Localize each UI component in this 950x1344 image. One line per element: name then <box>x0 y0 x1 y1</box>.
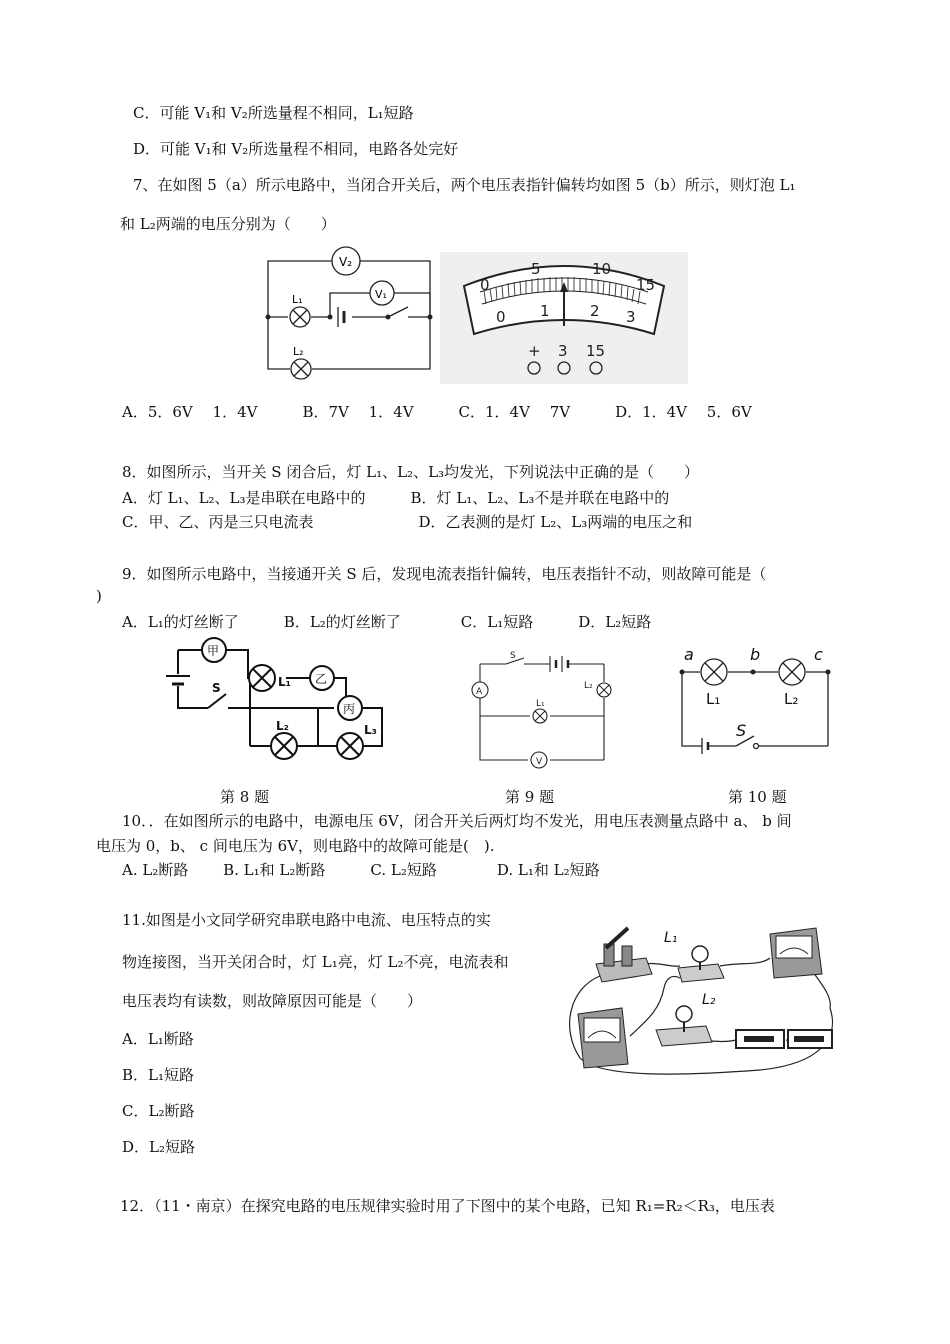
q12-stem: 12．（11・南京）在探究电路的电压规律实验时用了下图中的某个电路，已知 R₁=R₂＜R₃，电压表 <box>120 1197 775 1215</box>
switch-s-label: S <box>736 721 747 740</box>
l2-label: L₂ <box>702 992 716 1008</box>
v1-label: V₁ <box>375 288 387 301</box>
q8-circuit-diagram <box>150 636 390 786</box>
q8-figure-caption: 第 8 题 <box>220 788 270 806</box>
bottom-scale-0: 0 <box>496 308 506 326</box>
q10-stem-line1: 10．．在如图所示的电路中，电源电压 6V，闭合开关后两灯均不发光，用电压表测量点路中 a、 b 间 <box>122 812 792 830</box>
l2-label: L₂ <box>584 681 593 691</box>
q11-stem-line3: 电压表均有读数，则故障原因可能是（ ） <box>122 992 423 1010</box>
q11-stem-line2: 物连接图，当开关闭合时，灯 L₁亮，灯 L₂不亮，电流表和 <box>122 953 509 971</box>
q6-option-d: D．可能 V₁和 V₂所选量程不相同，电路各处完好 <box>133 140 459 158</box>
q8-stem: 8．如图所示，当开关 S 闭合后，灯 L₁、L₂、L₃均发光，下列说法中正确的是（ ） <box>122 463 700 481</box>
l2-label: L₂ <box>784 690 799 708</box>
q9-stem-line1: 9．如图所示电路中，当接通开关 S 后，发现电流表指针偏转，电压表指针不动，则故障可能是（ <box>122 565 767 583</box>
l2-label: L₂ <box>293 345 304 358</box>
q11-option-d: D．L₂短路 <box>122 1138 196 1156</box>
l2-label: L₂ <box>276 719 289 733</box>
voltmeter-label: V <box>536 757 543 767</box>
l1-label: L₁ <box>292 293 303 306</box>
q10-figure-caption: 第 10 题 <box>728 788 787 806</box>
q9-options: A．L₁的灯丝断了 B．L₂的灯丝断了 C．L₁短路 D．L₂短路 <box>122 613 652 631</box>
q8-options-cd: C．甲、乙、丙是三只电流表 D．乙表测的是灯 L₂、L₃两端的电压之和 <box>122 513 693 531</box>
q9-figure-caption: 第 9 题 <box>505 788 555 806</box>
ammeter-bing-label: 丙 <box>343 702 356 716</box>
terminal-3: 3 <box>558 342 568 360</box>
q11-option-a: A．L₁断路 <box>122 1030 194 1048</box>
bottom-scale-1: 1 <box>540 302 550 320</box>
l3-label: L₃ <box>364 723 377 737</box>
bottom-scale-3: 3 <box>626 308 636 326</box>
top-scale-10: 10 <box>592 260 612 278</box>
top-scale-5: 5 <box>531 260 541 278</box>
q6-option-c: C．可能 V₁和 V₂所选量程不相同，L₁短路 <box>133 104 414 122</box>
terminal-plus: + <box>528 342 541 360</box>
q7-stem-line1: 7、在如图 5（a）所示电路中，当闭合开关后，两个电压表指针偏转均如图 5（b）所示，则灯泡 L₁ <box>133 176 796 194</box>
q9-stem-line2: ) <box>96 587 102 605</box>
bottom-scale-2: 2 <box>590 302 600 320</box>
ammeter-label: A <box>476 687 483 697</box>
q8-options-ab: A．灯 L₁、L₂、L₃是串联在电路中的 B．灯 L₁、L₂、L₃不是并联在电路中的 <box>122 489 670 507</box>
terminal-15: 15 <box>586 342 606 360</box>
l1-label: L₁ <box>278 675 291 689</box>
switch-s-label: S <box>510 651 516 661</box>
top-scale-0: 0 <box>480 276 490 294</box>
q11-option-c: C．L₂断路 <box>122 1102 195 1120</box>
ammeter-jia-label: 甲 <box>207 644 220 658</box>
q11-apparatus-diagram <box>560 918 848 1080</box>
v2-label: V₂ <box>339 255 353 269</box>
q10-circuit-diagram <box>674 642 838 754</box>
l1-label: L₁ <box>536 699 545 709</box>
q7-voltmeter-dial <box>440 252 688 384</box>
q9-circuit-diagram <box>466 650 616 774</box>
ammeter-yi-label: 乙 <box>315 672 328 686</box>
point-a-label: a <box>684 645 694 664</box>
q11-stem-line1: 11.如图是小文同学研究串联电路中电流、电压特点的实 <box>122 911 491 929</box>
q10-options: A. L₂断路 B. L₁和 L₂断路 C. L₂短路 D. L₁和 L₂短路 <box>122 861 600 879</box>
q7-options: A．5．6V 1．4V B．7V 1．4V C．1．4V 7V D．1．4V 5．6V <box>122 403 752 421</box>
q10-stem-line2: 电压为 0，b、 c 间电压为 6V，则电路中的故障可能是( ). <box>96 837 495 855</box>
l1-label: L₁ <box>706 690 721 708</box>
switch-s-label: S <box>212 681 221 695</box>
q7-stem-line2: 和 L₂两端的电压分别为（ ） <box>120 215 336 233</box>
l1-label: L₁ <box>664 930 678 946</box>
q11-option-b: B．L₁短路 <box>122 1066 194 1084</box>
top-scale-15: 15 <box>636 276 656 294</box>
point-b-label: b <box>750 645 761 664</box>
point-c-label: c <box>814 645 823 664</box>
q7-circuit-diagram <box>262 245 434 385</box>
